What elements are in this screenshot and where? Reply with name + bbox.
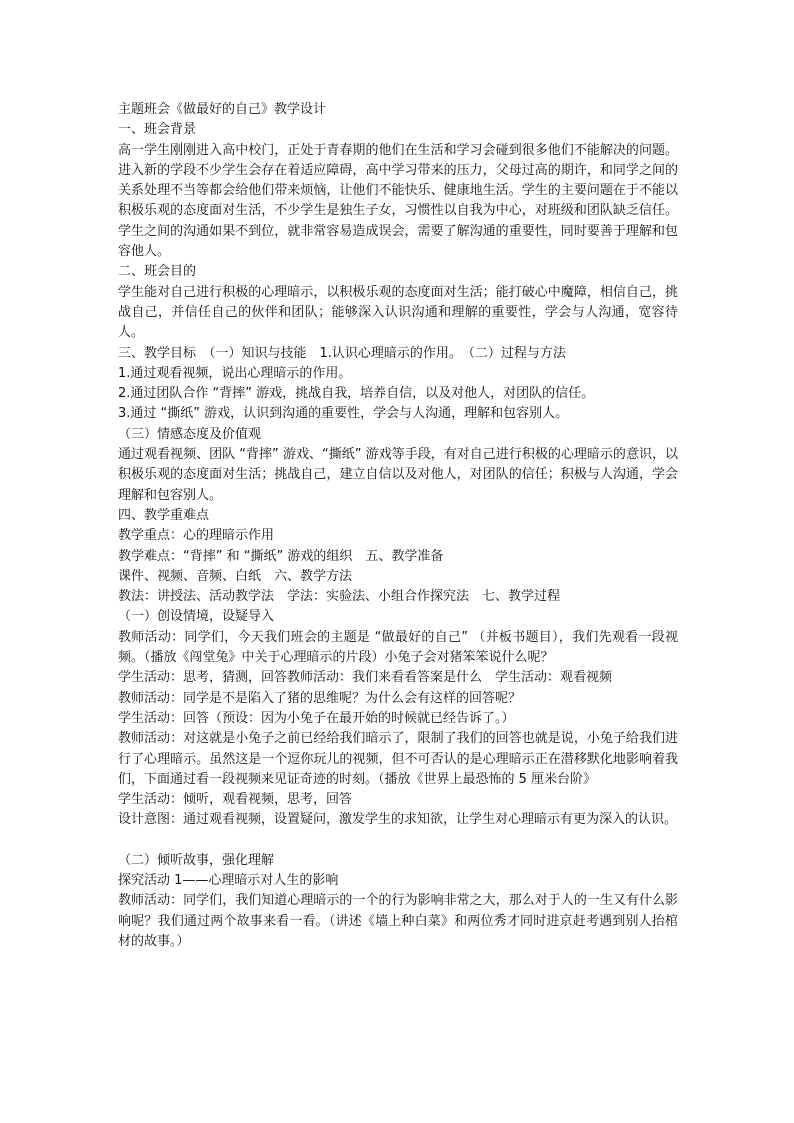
- paragraph-background: 高一学生刚刚进入高中校门，正处于青春期的他们在生活和学习会碰到很多他们不能解决的问题。进入新的学段不少学生会存在着适应障碍，高中学习带来的压力，父母过高的期许，和同学之间的关系处理不当等都会给他们带来烦恼，让他们不能快乐、健康地生活。学生的主要问题在于不能以积极乐观的态度面对生活，不少学生是独生子女，习惯性以自我为中心，对班级和团队缺乏信任。学生之间的沟通如果不到位，就非常容易造成误会，需要了解沟通的重要性，同时要善于理解和包容他人。: [118, 142, 678, 260]
- teaching-preparation: 课件、视频、音频、白纸 六、教学方法: [118, 568, 353, 584]
- paragraph-attitude: 通过观看视频、团队 “背摔” 游戏、“撕纸” 游戏等手段，有对自己进行积极的心理暗示的意识，以积极乐观的态度面对生活；挑战自己，建立自信以及对他人，对团队的信任；积极与人沟通，学会理解和包容别人。: [118, 447, 678, 503]
- teacher-activity-1: 教师活动：同学们，今天我们班会的主题是 “做最好的自己” （并板书题目），我们先观看一段视频。（播放《闯堂兔》中关于心理暗示的片段）小兔子会对猪笨笨说什么呢？: [118, 629, 678, 666]
- document-title: 主题班会《做最好的自己》教学设计: [118, 102, 327, 117]
- student-activity-2: 学生活动：回答（预设：因为小兔子在最开始的时候就已经告诉了。）: [118, 710, 515, 726]
- blank-line: [118, 831, 678, 851]
- paragraph-purpose: 学生能对自己进行积极的心理暗示，以积极乐观的态度面对生活；能打破心中魔障，相信自己，挑战自己，并信任自己的伙伴和团队；能够深入认识沟通和理解的重要性，学会与人沟通，宽容待人。: [118, 284, 678, 341]
- goal-item-1: 1.通过观看视频，说出心理暗示的作用。: [118, 365, 352, 381]
- exploration-activity-1: 探究活动 1——心理暗示对人生的影响: [118, 872, 339, 888]
- section-heading-background: 一、班会背景: [118, 122, 197, 138]
- teacher-activity-3: 教师活动：对这就是小兔子之前已经给我们暗示了，限制了我们的回答也就是说，小兔子给我们进行了心理暗示。虽然这是一个逗你玩儿的视频，但不可否认的是心理暗示正在潜移默化地影响着我们，下面通过看一段视频来见证奇迹的时刻。（播放《世界上最恐怖的 5 厘米台阶》: [118, 731, 678, 787]
- goal-subheading-attitude: （三）情感态度及价值观: [118, 426, 262, 442]
- step-heading-1: （一）创设情境，设疑导入: [118, 609, 275, 625]
- section-heading-goals: 三、教学目标 （一）知识与技能 1.认识心理暗示的作用。 （二）过程与方法: [118, 345, 566, 361]
- design-intent-1: 设计意图：通过观看视频，设置疑问，激发学生的求知欲，让学生对心理暗示有更为深入的认识。: [118, 812, 678, 828]
- section-heading-purpose: 二、班会目的: [118, 264, 197, 280]
- section-heading-key-points: 四、教学重难点: [118, 507, 210, 523]
- teacher-activity-2: 教师活动：同学是不是陷入了猪的思维呢？为什么会有这样的回答呢？: [118, 690, 522, 706]
- goal-item-2: 2.通过团队合作 “背摔” 游戏，挑战自我，培养自信，以及对他人，对团队的信任。: [118, 386, 595, 402]
- teaching-difficulty: 教学难点：“背摔” 和 “撕纸” 游戏的组织 五、教学准备: [118, 548, 444, 564]
- step-heading-2: （二）倾听故事，强化理解: [118, 852, 275, 868]
- student-activity-3: 学生活动：倾听，观看视频，思考，回答: [118, 792, 353, 808]
- teacher-activity-4: 教师活动：同学们，我们知道心理暗示的一个的行为影响非常之大，那么对于人的一生又有什么影响呢？我们通过两个故事来看一看。（讲述《墙上种白菜》和两位秀才同时进京赶考遇到别人抬棺材的故事。）: [118, 893, 678, 949]
- student-activity-1: 学生活动：思考，猜测，回答教师活动：我们来看看答案是什么 学生活动：观看视频: [118, 670, 613, 686]
- document-page: [118, 100, 678, 952]
- teaching-focus: 教学重点：心的理暗示作用: [118, 528, 275, 544]
- teaching-methods: 教法：讲授法、活动教学法 学法：实验法、小组合作探究法 七、教学过程: [118, 589, 561, 605]
- goal-item-3: 3.通过 “撕纸” 游戏，认识到沟通的重要性，学会与人沟通，理解和包容别人。: [118, 406, 569, 422]
